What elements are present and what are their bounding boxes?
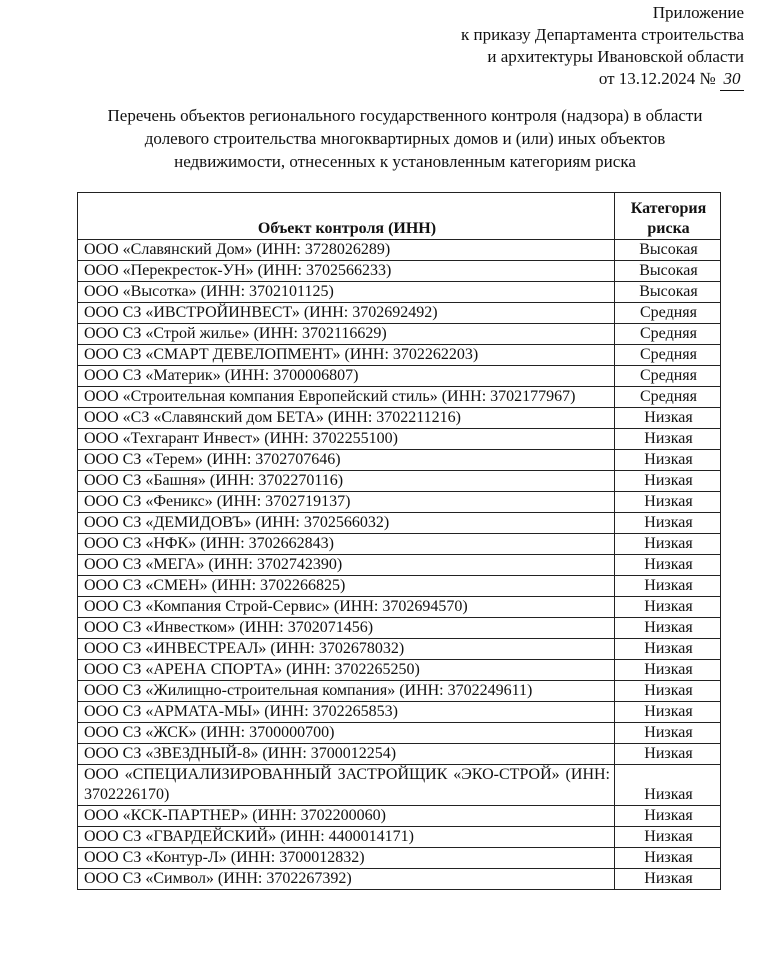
object-cell: ООО СЗ «ЗВЕЗДНЫЙ-8» (ИНН: 3700012254) <box>78 744 615 765</box>
table-row <box>78 597 721 618</box>
object-cell: ООО СЗ «Символ» (ИНН: 3702267392) <box>78 869 615 890</box>
risk-category-cell: Низкая <box>615 555 721 576</box>
object-cell: ООО СЗ «ГВАРДЕЙСКИЙ» (ИНН: 4400014171) <box>78 827 615 848</box>
table-row <box>78 869 721 890</box>
risk-category-cell: Средняя <box>615 366 721 387</box>
table-row <box>78 324 721 345</box>
table-row <box>78 576 721 597</box>
risk-category-cell: Низкая <box>615 869 721 890</box>
risk-category-cell: Низкая <box>615 450 721 471</box>
order-date: от 13.12.2024 № <box>598 69 716 88</box>
object-cell: ООО «Высотка» (ИНН: 3702101125) <box>78 282 615 303</box>
table-row <box>78 408 721 429</box>
table-row <box>78 806 721 827</box>
risk-category-cell: Низкая <box>615 660 721 681</box>
object-cell: ООО СЗ «Жилищно-строительная компания» (ИНН: 3702249611) <box>78 681 615 702</box>
department-line: и архитектуры Ивановской области <box>487 47 744 66</box>
table-row <box>78 282 721 303</box>
title-line-2: долевого строительства многоквартирных домов и (или) иных объектов <box>144 129 666 148</box>
risk-category-cell: Низкая <box>615 576 721 597</box>
risk-category-cell: Высокая <box>615 282 721 303</box>
risk-category-cell: Низкая <box>615 618 721 639</box>
object-cell: ООО СЗ «АРЕНА СПОРТА» (ИНН: 3702265250) <box>78 660 615 681</box>
object-cell: ООО СЗ «ИВСТРОЙИНВЕСТ» (ИНН: 3702692492) <box>78 303 615 324</box>
object-cell: ООО СЗ «Инвестком» (ИНН: 3702071456) <box>78 618 615 639</box>
risk-category-cell: Низкая <box>615 492 721 513</box>
object-cell: ООО СЗ «Контур-Л» (ИНН: 3700012832) <box>78 848 615 869</box>
risk-category-cell: Низкая <box>615 744 721 765</box>
table-row <box>78 681 721 702</box>
order-reference-line: к приказу Департамента строительства <box>461 25 744 44</box>
order-number: 30 <box>720 68 744 91</box>
object-cell: ООО СЗ «Терем» (ИНН: 3702707646) <box>78 450 615 471</box>
object-cell: ООО «Славянский Дом» (ИНН: 3728026289) <box>78 240 615 261</box>
table-row <box>78 471 721 492</box>
risk-category-cell: Средняя <box>615 324 721 345</box>
table-row <box>78 303 721 324</box>
object-cell: ООО «Перекресток-УН» (ИНН: 3702566233) <box>78 261 615 282</box>
table-row <box>78 345 721 366</box>
table-row <box>78 618 721 639</box>
object-cell: ООО СЗ «СМАРТ ДЕВЕЛОПМЕНТ» (ИНН: 3702262203) <box>78 345 615 366</box>
table-row <box>78 555 721 576</box>
table-row <box>78 492 721 513</box>
table-row <box>78 429 721 450</box>
object-cell: ООО «СЗ «Славянский дом БЕТА» (ИНН: 3702211216) <box>78 408 615 429</box>
risk-category-cell: Низкая <box>615 639 721 660</box>
risk-category-cell: Низкая <box>615 597 721 618</box>
object-cell: ООО «Техгарант Инвест» (ИНН: 3702255100) <box>78 429 615 450</box>
object-cell: ООО СЗ «СМЕН» (ИНН: 3702266825) <box>78 576 615 597</box>
risk-category-cell: Низкая <box>615 408 721 429</box>
table-row <box>78 240 721 261</box>
title-line-3: недвижимости, отнесенных к установленным категориям риска <box>174 152 636 171</box>
risk-category-cell: Низкая <box>615 513 721 534</box>
object-cell: ООО «КСК-ПАРТНЕР» (ИНН: 3702200060) <box>78 806 615 827</box>
risk-category-cell: Низкая <box>615 681 721 702</box>
table-body <box>78 240 721 890</box>
object-cell: ООО СЗ «Компания Строй-Сервис» (ИНН: 3702694570) <box>78 597 615 618</box>
risk-category-cell: Низкая <box>615 765 721 806</box>
risk-category-cell: Низкая <box>615 534 721 555</box>
table-row <box>78 744 721 765</box>
object-cell: ООО СЗ «АРМАТА-МЫ» (ИНН: 3702265853) <box>78 702 615 723</box>
object-cell: ООО СЗ «Материк» (ИНН: 3700006807) <box>78 366 615 387</box>
risk-category-cell: Низкая <box>615 827 721 848</box>
table-row <box>78 848 721 869</box>
table-row <box>78 387 721 408</box>
object-cell: ООО СЗ «НФК» (ИНН: 3702662843) <box>78 534 615 555</box>
risk-category-cell: Средняя <box>615 387 721 408</box>
document-title <box>60 104 750 173</box>
risk-category-cell: Низкая <box>615 429 721 450</box>
table-row <box>78 450 721 471</box>
object-cell: ООО СЗ «ДЕМИДОВЪ» (ИНН: 3702566032) <box>78 513 615 534</box>
risk-category-cell: Низкая <box>615 471 721 492</box>
table-row <box>78 261 721 282</box>
title-line-1: Перечень объектов регионального государственного контроля (надзора) в области <box>107 106 703 125</box>
appendix-label: Приложение <box>652 3 744 22</box>
object-cell: ООО СЗ «ЖСК» (ИНН: 3700000700) <box>78 723 615 744</box>
table-row <box>78 366 721 387</box>
table-row <box>78 660 721 681</box>
order-date-line <box>461 68 744 91</box>
risk-category-cell: Низкая <box>615 723 721 744</box>
table-row <box>78 765 721 806</box>
risk-category-cell: Низкая <box>615 702 721 723</box>
column-header-category <box>615 193 721 240</box>
object-cell: ООО СЗ «Строй жилье» (ИНН: 3702116629) <box>78 324 615 345</box>
category-header-line-2: риска <box>647 220 690 237</box>
table-row <box>78 513 721 534</box>
table-row <box>78 702 721 723</box>
table-header-row <box>78 193 721 240</box>
registry-table <box>77 192 721 890</box>
appendix-header <box>461 2 744 91</box>
object-cell: ООО «СПЕЦИАЛИЗИРОВАННЫЙ ЗАСТРОЙЩИК «ЭКО-СТРОЙ» (ИНН: 3702226170) <box>78 765 615 806</box>
category-header-line-1: Категория <box>630 200 707 217</box>
table-row <box>78 639 721 660</box>
table-row <box>78 723 721 744</box>
object-cell: ООО СЗ «МЕГА» (ИНН: 3702742390) <box>78 555 615 576</box>
table-row <box>78 534 721 555</box>
risk-category-cell: Высокая <box>615 261 721 282</box>
risk-category-cell: Низкая <box>615 806 721 827</box>
risk-category-cell: Средняя <box>615 303 721 324</box>
column-header-object: Объект контроля (ИНН) <box>78 193 615 240</box>
object-cell: ООО «Строительная компания Европейский стиль» (ИНН: 3702177967) <box>78 387 615 408</box>
table-row <box>78 827 721 848</box>
object-cell: ООО СЗ «Башня» (ИНН: 3702270116) <box>78 471 615 492</box>
risk-category-cell: Низкая <box>615 848 721 869</box>
risk-category-cell: Средняя <box>615 345 721 366</box>
object-cell: ООО СЗ «Феникс» (ИНН: 3702719137) <box>78 492 615 513</box>
object-cell: ООО СЗ «ИНВЕСТРЕАЛ» (ИНН: 3702678032) <box>78 639 615 660</box>
risk-category-cell: Высокая <box>615 240 721 261</box>
